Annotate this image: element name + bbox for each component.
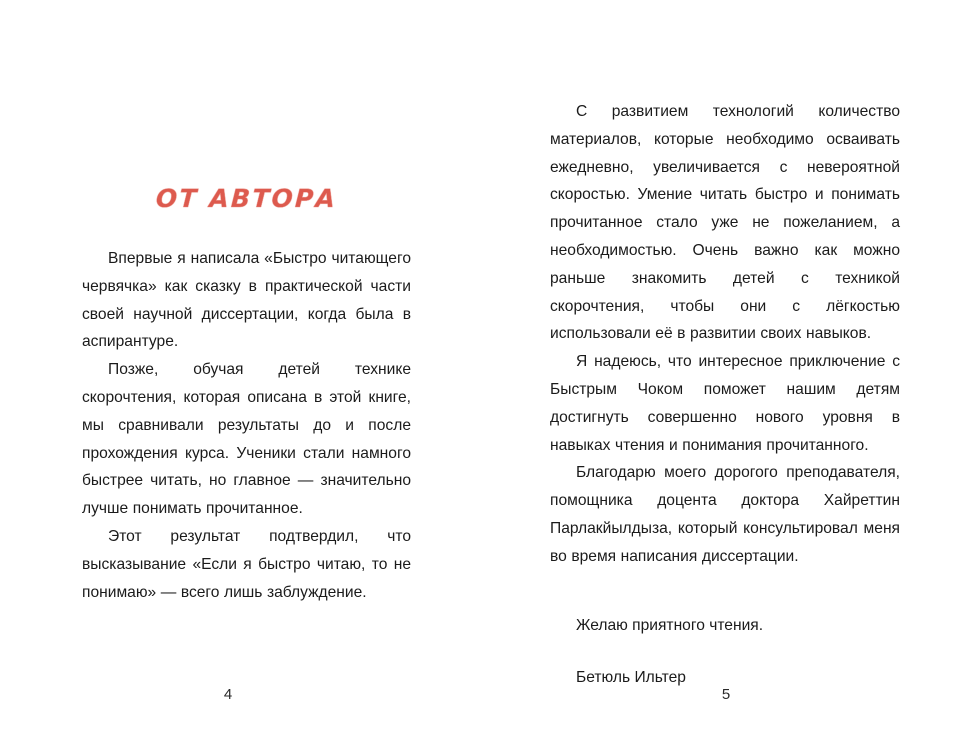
author-signature: Бетюль Ильтер [576,669,686,687]
paragraph: С развитием технологий количество материалов, которые необходимо осваивать ежедневно, увеличивается с невероятной скоростью. Умение читать быстро и понимать прочитанное стало уже не пожеланием, а необходимостью. Очень важно как можно раньше знакомить детей с техникой скорочтения, чтобы они с лёгкостью использовали её в развитии своих навыков. [550,103,900,343]
paragraph: Благодарю моего дорогого преподавателя, помощника доцента доктора Хайреттин Парлакйылдыза, который консультировал меня во время написания диссертации. [550,464,900,565]
right-page [480,0,960,747]
left-page-content [82,186,411,606]
page-number: 4 [223,686,233,703]
page-number: 5 [721,686,731,703]
paragraph: Впервые я написала «Быстро читающего червячка» как сказку в практической части своей научной диссертации, когда была в аспирантуре. [82,250,411,351]
paragraph: Позже, обучая детей технике скорочтения, которая описана в этой книге, мы сравнивали результаты до и после прохождения курса. Ученики стали намного быстрее читать, но главное — значительно лучше понимать прочитанное. [82,361,411,518]
paragraph: Этот результат подтвердил, что высказывание «Если я быстро читаю, то не понимаю» — всего лишь заблуждение. [82,527,411,601]
chapter-title: ОТ АВТОРА [155,184,338,213]
right-page-content [550,98,900,692]
closing-line: Желаю приятного чтения. [576,616,764,634]
paragraph: Я надеюсь, что интересное приключение с Быстрым Чоком поможет нашим детям достигнуть совершенно нового уровня в навыках чтения и понимания прочитанного. [550,353,900,454]
